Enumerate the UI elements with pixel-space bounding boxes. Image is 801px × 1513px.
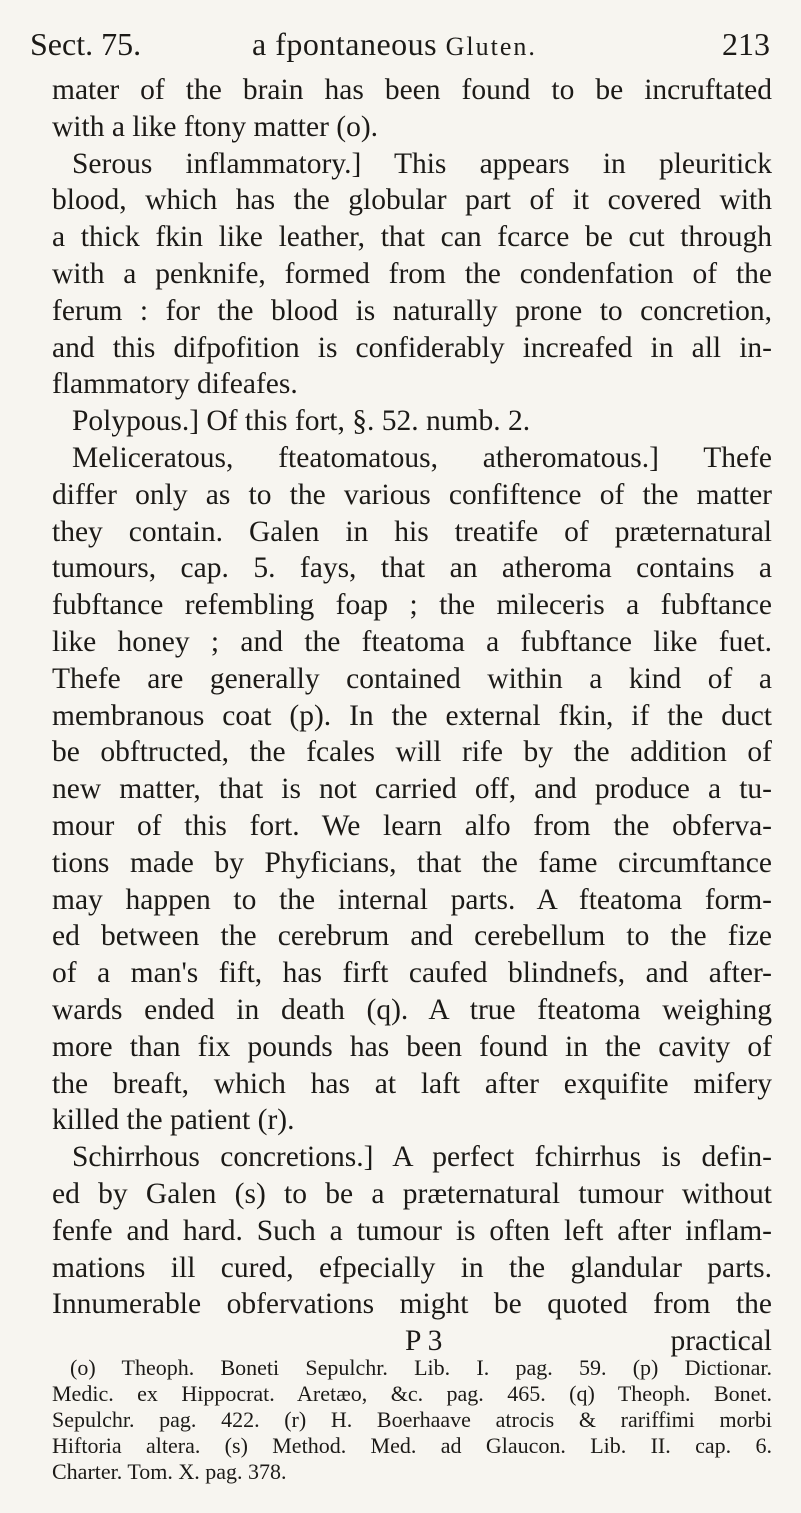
text-line: membranous coat (p). In the external fkin, if the duct: [52, 699, 772, 732]
footnote-line: Medic. ex Hippocrat. Aretӕo, &c. pag. 465. (q) Theoph. Bonet.: [52, 1381, 772, 1406]
text-line: Thefe are generally contained within a kind of a: [52, 662, 772, 695]
catchword: practical: [670, 1325, 772, 1358]
text-line: ferum : for the blood is naturally prone to concretion,: [52, 294, 772, 327]
running-title-smallcaps: Gluten.: [445, 32, 537, 61]
text-line: wards ended in death (q). A true fteatoma weighing: [52, 993, 772, 1026]
footnote-line: Sepulchr. pag. 422. (r) H. Boerhaave atrocis & rariffimi morbi: [52, 1407, 772, 1432]
text-line: mour of this fort. We learn alfo from the obferva-: [52, 809, 772, 842]
text-line: Serous inflammatory.] This appears in pleuritick: [72, 147, 772, 180]
text-line: be obftructed, the fcales will rife by the addition of: [52, 736, 772, 769]
text-line: tumours, cap. 5. fays, that an atheroma contains a: [52, 552, 772, 585]
text-line: tions made by Phyficians, that the fame circumftance: [52, 846, 772, 879]
body-text: [52, 72, 772, 1360]
text-line: blood, which has the globular part of it covered with: [52, 184, 772, 217]
text-line: Polypous.] Of this fort, §. 52. numb. 2.: [72, 405, 531, 438]
text-line: the breaft, which has at laft after exquifite mifery: [52, 1067, 772, 1100]
text-line: a thick fkin like leather, that can fcarce be cut through: [52, 221, 772, 254]
text-line: may happen to the internal parts. A fteatoma form-: [52, 883, 772, 916]
running-title: [252, 20, 537, 71]
text-line: killed the patient (r).: [52, 1104, 295, 1137]
running-title-lead: a fpontaneous: [252, 26, 446, 62]
text-line: Meliceratous, fteatomatous, atheromatous.] Thefe: [72, 441, 772, 474]
section-number: Sect. 75.: [30, 26, 142, 62]
footnote-line: (o) Theoph. Boneti Sepulchr. Lib. I. pag. 59. (p) Dictionar.: [70, 1355, 772, 1380]
text-line: Innumerable obfervations might be quoted from the: [52, 1288, 772, 1321]
text-line: more than fix pounds has been found in the cavity of: [52, 1030, 772, 1063]
footnotes: [52, 1355, 772, 1485]
text-line: ed by Galen (s) to be a prӕternatural tumour without: [52, 1177, 772, 1210]
text-line: like honey ; and the fteatoma a fubftance like fuet.: [52, 625, 772, 658]
running-header: [30, 20, 770, 68]
text-line: mations ill cured, efpecially in the glandular parts.: [52, 1251, 772, 1284]
text-line: mater of the brain has been found to be incruftated: [52, 74, 772, 106]
text-line: fenfe and hard. Such a tumour is often left after inflam-: [52, 1214, 772, 1247]
footnote-line: Hiftoria altera. (s) Method. Med. ad Glaucon. Lib. II. cap. 6.: [52, 1433, 772, 1458]
text-line: with a like ftony matter (o).: [52, 110, 379, 143]
signature-mark: P 3: [405, 1325, 443, 1358]
text-line: they contain. Galen in his treatife of prӕternatural: [52, 515, 772, 548]
text-line: differ only as to the various confiftence of the matter: [52, 478, 772, 511]
text-line: of a man's fift, has firft caufed blindnefs, and after-: [52, 957, 772, 990]
page-number: 213: [722, 26, 770, 62]
text-line: ed between the cerebrum and cerebellum to the fize: [52, 920, 772, 953]
text-line: and this difpofition is confiderably increafed in all in-: [52, 331, 772, 364]
text-line: Schirrhous concretions.] A perfect fchirrhus is defin-: [72, 1141, 772, 1174]
text-line: flammatory difeafes.: [52, 368, 298, 401]
footnote-line: Charter. Tom. X. pag. 378.: [52, 1459, 287, 1484]
text-line: fubftance refembling foap ; the mileceris a fubftance: [52, 589, 772, 622]
text-line: with a penknife, formed from the condenfation of the: [52, 257, 772, 290]
text-line: new matter, that is not carried off, and produce a tu-: [52, 773, 772, 806]
